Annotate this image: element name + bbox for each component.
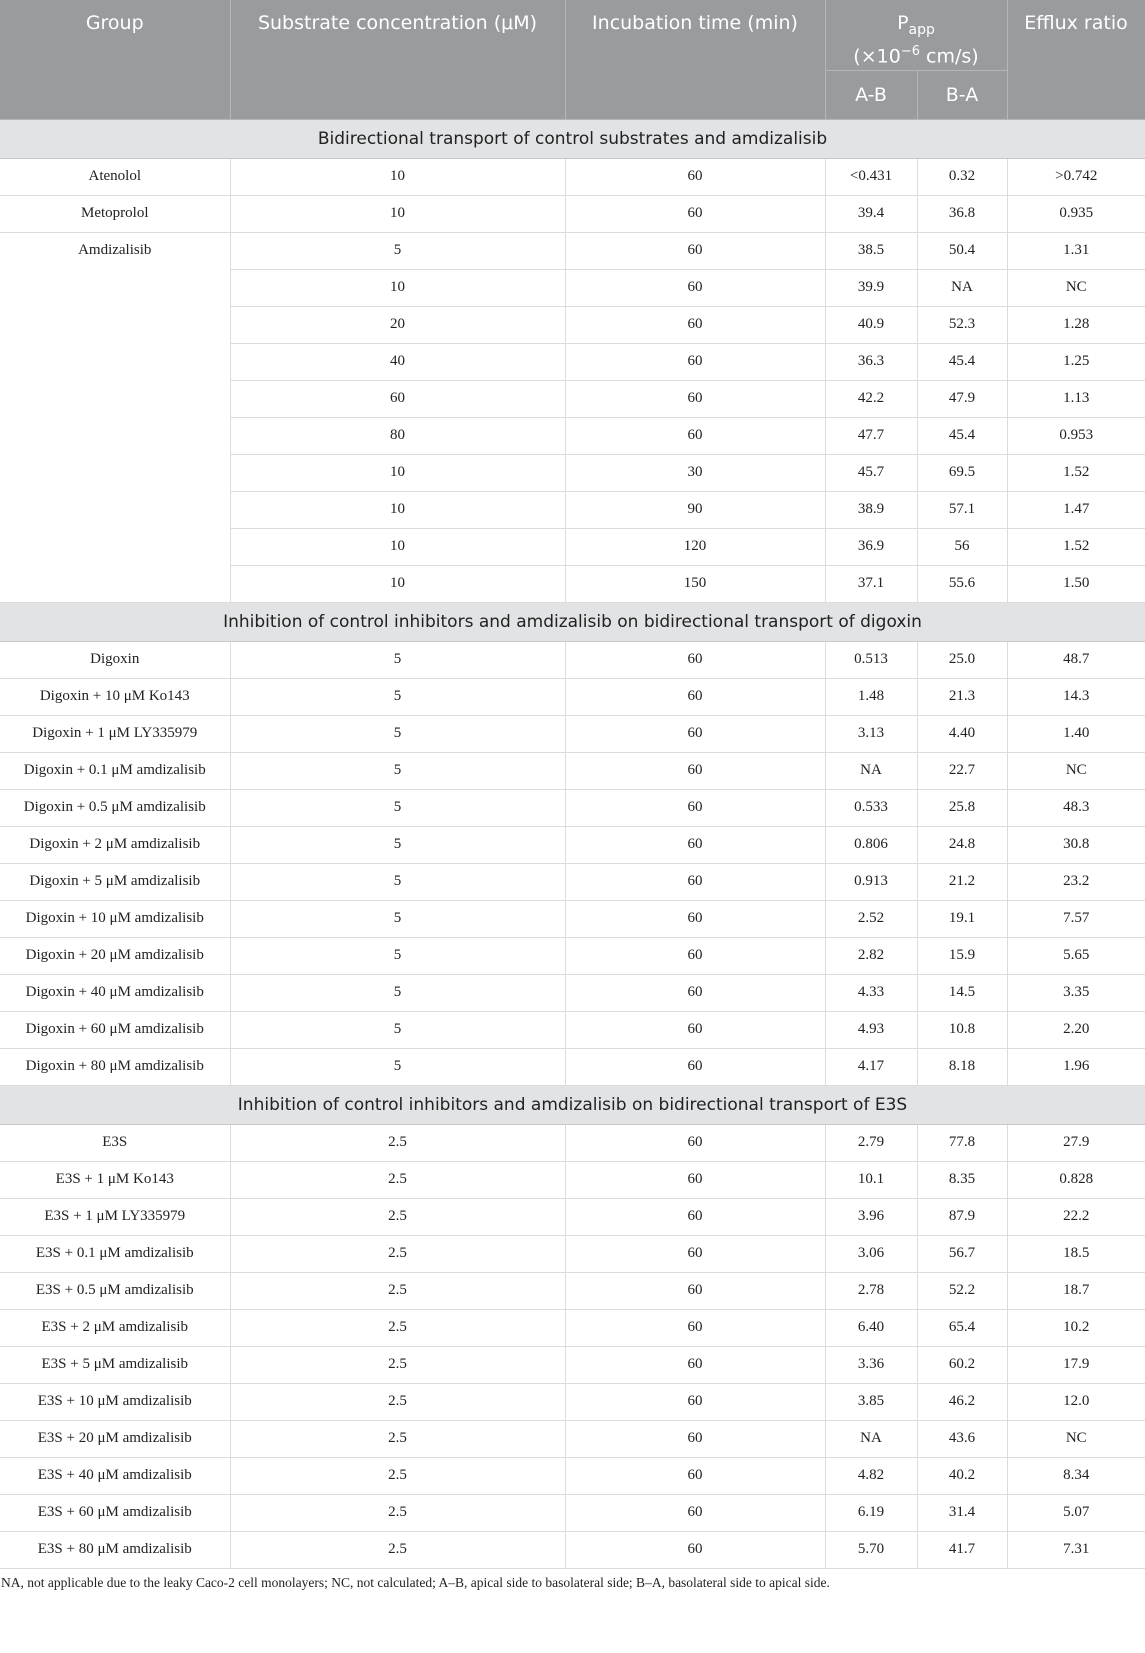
cell-incubation-time: 120 [565,528,825,565]
cell-efflux-ratio: 1.28 [1007,306,1145,343]
cell-papp-a-b: 3.85 [825,1383,917,1420]
cell-incubation-time: 60 [565,789,825,826]
cell-papp-b-a: 46.2 [917,1383,1007,1420]
table-row [0,1309,1145,1346]
cell-efflux-ratio: 48.7 [1007,641,1145,678]
cell-papp-b-a: 25.0 [917,641,1007,678]
table-row [0,1011,1145,1048]
table-row [0,715,1145,752]
cell-papp-a-b: 37.1 [825,565,917,602]
cell-papp-a-b: 2.52 [825,900,917,937]
cell-substrate-concentration: 2.5 [230,1420,565,1457]
cell-papp-b-a: NA [917,269,1007,306]
cell-incubation-time: 60 [565,826,825,863]
cell-efflux-ratio: 17.9 [1007,1346,1145,1383]
cell-incubation-time: 60 [565,974,825,1011]
cell-group [0,306,230,343]
cell-papp-b-a: 56.7 [917,1235,1007,1272]
cell-efflux-ratio: 18.5 [1007,1235,1145,1272]
cell-papp-a-b: 36.3 [825,343,917,380]
cell-efflux-ratio: 12.0 [1007,1383,1145,1420]
cell-papp-b-a: 60.2 [917,1346,1007,1383]
cell-efflux-ratio: 1.52 [1007,454,1145,491]
cell-efflux-ratio: 0.953 [1007,417,1145,454]
cell-efflux-ratio: 1.13 [1007,380,1145,417]
cell-papp-a-b: 5.70 [825,1531,917,1568]
table-row [0,937,1145,974]
cell-papp-a-b: NA [825,752,917,789]
cell-incubation-time: 60 [565,715,825,752]
cell-papp-a-b: <0.431 [825,158,917,195]
cell-group [0,380,230,417]
cell-substrate-concentration: 5 [230,937,565,974]
cell-incubation-time: 60 [565,678,825,715]
cell-efflux-ratio: 1.25 [1007,343,1145,380]
cell-incubation-time: 90 [565,491,825,528]
cell-incubation-time: 60 [565,1011,825,1048]
cell-substrate-concentration: 2.5 [230,1383,565,1420]
table-row [0,826,1145,863]
cell-papp-b-a: 47.9 [917,380,1007,417]
cell-papp-b-a: 14.5 [917,974,1007,1011]
cell-papp-b-a: 45.4 [917,343,1007,380]
table-row [0,1272,1145,1309]
table-row [0,1383,1145,1420]
section-header-row [0,602,1145,641]
cell-papp-a-b: 38.9 [825,491,917,528]
cell-efflux-ratio: 3.35 [1007,974,1145,1011]
cell-papp-b-a: 56 [917,528,1007,565]
cell-substrate-concentration: 80 [230,417,565,454]
cell-group: Digoxin [0,641,230,678]
table-row [0,1124,1145,1161]
cell-group: E3S + 20 μM amdizalisib [0,1420,230,1457]
cell-incubation-time: 60 [565,1048,825,1085]
cell-group: E3S + 1 μM LY335979 [0,1198,230,1235]
cell-group: Digoxin + 0.5 μM amdizalisib [0,789,230,826]
cell-group: Atenolol [0,158,230,195]
cell-papp-a-b: NA [825,1420,917,1457]
table-row [0,863,1145,900]
cell-efflux-ratio: 1.96 [1007,1048,1145,1085]
cell-papp-b-a: 52.2 [917,1272,1007,1309]
cell-papp-b-a: 43.6 [917,1420,1007,1457]
cell-substrate-concentration: 5 [230,863,565,900]
cell-efflux-ratio: 7.31 [1007,1531,1145,1568]
cell-papp-a-b: 3.13 [825,715,917,752]
cell-group [0,565,230,602]
cell-incubation-time: 30 [565,454,825,491]
cell-papp-b-a: 31.4 [917,1494,1007,1531]
header-incubation-time: Incubation time (min) [565,0,825,119]
cell-papp-b-a: 57.1 [917,491,1007,528]
cell-substrate-concentration: 5 [230,974,565,1011]
cell-papp-b-a: 52.3 [917,306,1007,343]
cell-papp-a-b: 6.19 [825,1494,917,1531]
table-row [0,269,1145,306]
cell-papp-a-b: 4.33 [825,974,917,1011]
cell-substrate-concentration: 5 [230,641,565,678]
cell-papp-a-b: 4.93 [825,1011,917,1048]
section-title: Inhibition of control inhibitors and amdizalisib on bidirectional transport of E3S [0,1085,1145,1124]
cell-papp-a-b: 40.9 [825,306,917,343]
cell-papp-b-a: 8.35 [917,1161,1007,1198]
cell-incubation-time: 60 [565,1309,825,1346]
papp-subscript: app [908,21,935,38]
cell-papp-a-b: 0.533 [825,789,917,826]
cell-substrate-concentration: 2.5 [230,1346,565,1383]
cell-papp-b-a: 77.8 [917,1124,1007,1161]
cell-group: Amdizalisib [0,232,230,269]
cell-efflux-ratio: 8.34 [1007,1457,1145,1494]
cell-efflux-ratio: 1.40 [1007,715,1145,752]
cell-papp-b-a: 21.2 [917,863,1007,900]
cell-incubation-time: 60 [565,1531,825,1568]
cell-incubation-time: 60 [565,195,825,232]
table-row [0,417,1145,454]
cell-efflux-ratio: 1.52 [1007,528,1145,565]
cell-papp-b-a: 40.2 [917,1457,1007,1494]
cell-papp-b-a: 8.18 [917,1048,1007,1085]
header-substrate-concentration: Substrate concentration (μM) [230,0,565,119]
cell-incubation-time: 60 [565,158,825,195]
cell-papp-a-b: 0.513 [825,641,917,678]
section-title: Inhibition of control inhibitors and amdizalisib on bidirectional transport of digoxin [0,602,1145,641]
table-row [0,454,1145,491]
cell-incubation-time: 60 [565,1161,825,1198]
cell-substrate-concentration: 10 [230,565,565,602]
cell-incubation-time: 60 [565,343,825,380]
cell-group: E3S + 0.5 μM amdizalisib [0,1272,230,1309]
cell-group: Metoprolol [0,195,230,232]
cell-efflux-ratio: 5.07 [1007,1494,1145,1531]
cell-group [0,417,230,454]
section-header-row [0,1085,1145,1124]
cell-substrate-concentration: 2.5 [230,1494,565,1531]
cell-group: Digoxin + 2 μM amdizalisib [0,826,230,863]
cell-incubation-time: 60 [565,1346,825,1383]
cell-incubation-time: 60 [565,1198,825,1235]
cell-efflux-ratio: 0.828 [1007,1161,1145,1198]
table-row [0,158,1145,195]
cell-efflux-ratio: NC [1007,1420,1145,1457]
cell-substrate-concentration: 2.5 [230,1531,565,1568]
table-row [0,195,1145,232]
cell-incubation-time: 60 [565,1494,825,1531]
cell-incubation-time: 60 [565,269,825,306]
cell-incubation-time: 150 [565,565,825,602]
cell-papp-b-a: 4.40 [917,715,1007,752]
cell-incubation-time: 60 [565,1383,825,1420]
papp-unit-prefix: (×10 [853,45,901,68]
cell-substrate-concentration: 5 [230,678,565,715]
cell-substrate-concentration: 5 [230,1048,565,1085]
cell-group [0,343,230,380]
table-body [0,119,1145,1568]
cell-papp-a-b: 2.79 [825,1124,917,1161]
table-row [0,900,1145,937]
cell-substrate-concentration: 60 [230,380,565,417]
cell-papp-a-b: 38.5 [825,232,917,269]
cell-group: Digoxin + 40 μM amdizalisib [0,974,230,1011]
cell-papp-a-b: 1.48 [825,678,917,715]
table-row [0,974,1145,1011]
cell-incubation-time: 60 [565,232,825,269]
cell-papp-b-a: 87.9 [917,1198,1007,1235]
cell-substrate-concentration: 5 [230,826,565,863]
cell-papp-b-a: 55.6 [917,565,1007,602]
cell-group: Digoxin + 5 μM amdizalisib [0,863,230,900]
cell-efflux-ratio: 1.50 [1007,565,1145,602]
table-row [0,641,1145,678]
table-row [0,306,1145,343]
cell-incubation-time: 60 [565,1457,825,1494]
cell-papp-a-b: 2.82 [825,937,917,974]
header-a-b: A-B [825,70,917,119]
cell-substrate-concentration: 10 [230,195,565,232]
header-efflux-ratio: Efflux ratio [1007,0,1145,119]
cell-substrate-concentration: 10 [230,528,565,565]
cell-efflux-ratio: NC [1007,269,1145,306]
cell-group: E3S + 60 μM amdizalisib [0,1494,230,1531]
cell-efflux-ratio: NC [1007,752,1145,789]
cell-group: Digoxin + 10 μM Ko143 [0,678,230,715]
cell-group [0,454,230,491]
cell-papp-b-a: 25.8 [917,789,1007,826]
cell-substrate-concentration: 2.5 [230,1235,565,1272]
cell-papp-a-b: 45.7 [825,454,917,491]
header-group: Group [0,0,230,119]
cell-substrate-concentration: 2.5 [230,1272,565,1309]
section-title: Bidirectional transport of control substrates and amdizalisib [0,119,1145,158]
cell-efflux-ratio: >0.742 [1007,158,1145,195]
cell-group [0,528,230,565]
cell-efflux-ratio: 30.8 [1007,826,1145,863]
cell-papp-b-a: 50.4 [917,232,1007,269]
cell-substrate-concentration: 10 [230,454,565,491]
table-row [0,343,1145,380]
cell-group: E3S + 1 μM Ko143 [0,1161,230,1198]
table-row [0,752,1145,789]
cell-papp-a-b: 39.9 [825,269,917,306]
cell-incubation-time: 60 [565,1124,825,1161]
cell-substrate-concentration: 10 [230,491,565,528]
cell-efflux-ratio: 22.2 [1007,1198,1145,1235]
cell-substrate-concentration: 2.5 [230,1198,565,1235]
cell-incubation-time: 60 [565,752,825,789]
cell-papp-a-b: 10.1 [825,1161,917,1198]
cell-papp-b-a: 41.7 [917,1531,1007,1568]
cell-group: Digoxin + 80 μM amdizalisib [0,1048,230,1085]
cell-substrate-concentration: 5 [230,789,565,826]
cell-efflux-ratio: 27.9 [1007,1124,1145,1161]
table-row [0,1235,1145,1272]
cell-efflux-ratio: 48.3 [1007,789,1145,826]
cell-papp-b-a: 15.9 [917,937,1007,974]
section-header-row [0,119,1145,158]
table-row [0,1346,1145,1383]
table-footnote: NA, not applicable due to the leaky Caco-2 cell monolayers; NC, not calculated; A–B, apical side to basolateral side; B–A, basolateral side to apical side. [1,1574,830,1590]
cell-papp-a-b: 4.82 [825,1457,917,1494]
cell-group: E3S [0,1124,230,1161]
cell-papp-b-a: 19.1 [917,900,1007,937]
cell-substrate-concentration: 5 [230,900,565,937]
cell-incubation-time: 60 [565,1235,825,1272]
cell-efflux-ratio: 23.2 [1007,863,1145,900]
cell-papp-a-b: 0.913 [825,863,917,900]
cell-papp-b-a: 10.8 [917,1011,1007,1048]
table-row [0,1198,1145,1235]
cell-papp-b-a: 65.4 [917,1309,1007,1346]
cell-group: E3S + 80 μM amdizalisib [0,1531,230,1568]
cell-papp-b-a: 36.8 [917,195,1007,232]
cell-papp-a-b: 42.2 [825,380,917,417]
papp-unit-suffix: cm/s) [919,45,979,68]
table-row [0,1161,1145,1198]
cell-group [0,491,230,528]
cell-efflux-ratio: 18.7 [1007,1272,1145,1309]
cell-substrate-concentration: 5 [230,1011,565,1048]
cell-papp-b-a: 21.3 [917,678,1007,715]
cell-substrate-concentration: 10 [230,158,565,195]
cell-papp-a-b: 6.40 [825,1309,917,1346]
cell-efflux-ratio: 14.3 [1007,678,1145,715]
cell-incubation-time: 60 [565,1420,825,1457]
cell-group [0,269,230,306]
cell-efflux-ratio: 1.31 [1007,232,1145,269]
table-header [0,0,1145,119]
cell-papp-b-a: 24.8 [917,826,1007,863]
table-row [0,1494,1145,1531]
cell-substrate-concentration: 2.5 [230,1124,565,1161]
cell-group: Digoxin + 0.1 μM amdizalisib [0,752,230,789]
cell-efflux-ratio: 7.57 [1007,900,1145,937]
cell-incubation-time: 60 [565,380,825,417]
cell-substrate-concentration: 5 [230,232,565,269]
table-row [0,565,1145,602]
cell-papp-a-b: 39.4 [825,195,917,232]
table-row [0,491,1145,528]
cell-papp-a-b: 0.806 [825,826,917,863]
cell-efflux-ratio: 1.47 [1007,491,1145,528]
cell-substrate-concentration: 40 [230,343,565,380]
table-row [0,678,1145,715]
table-row [0,789,1145,826]
table-row [0,1531,1145,1568]
cell-group: E3S + 2 μM amdizalisib [0,1309,230,1346]
cell-group: Digoxin + 1 μM LY335979 [0,715,230,752]
cell-group: Digoxin + 20 μM amdizalisib [0,937,230,974]
cell-efflux-ratio: 2.20 [1007,1011,1145,1048]
cell-papp-a-b: 2.78 [825,1272,917,1309]
cell-papp-a-b: 36.9 [825,528,917,565]
cell-substrate-concentration: 2.5 [230,1309,565,1346]
cell-incubation-time: 60 [565,641,825,678]
cell-papp-b-a: 0.32 [917,158,1007,195]
cell-papp-a-b: 4.17 [825,1048,917,1085]
cell-substrate-concentration: 10 [230,269,565,306]
cell-incubation-time: 60 [565,937,825,974]
cell-incubation-time: 60 [565,1272,825,1309]
cell-group: E3S + 10 μM amdizalisib [0,1383,230,1420]
papp-exponent: −6 [900,43,920,59]
cell-efflux-ratio: 10.2 [1007,1309,1145,1346]
cell-efflux-ratio: 0.935 [1007,195,1145,232]
header-papp [825,0,1007,70]
cell-papp-b-a: 22.7 [917,752,1007,789]
cell-incubation-time: 60 [565,863,825,900]
cell-group: E3S + 0.1 μM amdizalisib [0,1235,230,1272]
cell-papp-b-a: 69.5 [917,454,1007,491]
table-row [0,1457,1145,1494]
cell-papp-b-a: 45.4 [917,417,1007,454]
cell-papp-a-b: 3.06 [825,1235,917,1272]
cell-group: E3S + 5 μM amdizalisib [0,1346,230,1383]
cell-substrate-concentration: 2.5 [230,1457,565,1494]
cell-incubation-time: 60 [565,900,825,937]
table-row [0,380,1145,417]
cell-incubation-time: 60 [565,306,825,343]
cell-substrate-concentration: 2.5 [230,1161,565,1198]
cell-efflux-ratio: 5.65 [1007,937,1145,974]
papp-symbol: P [897,12,909,34]
cell-substrate-concentration: 5 [230,752,565,789]
cell-incubation-time: 60 [565,417,825,454]
table-row [0,232,1145,269]
cell-papp-a-b: 3.96 [825,1198,917,1235]
table-row [0,1420,1145,1457]
table-row [0,528,1145,565]
cell-papp-a-b: 47.7 [825,417,917,454]
cell-papp-a-b: 3.36 [825,1346,917,1383]
cell-substrate-concentration: 5 [230,715,565,752]
table-row [0,1048,1145,1085]
cell-group: Digoxin + 10 μM amdizalisib [0,900,230,937]
header-b-a: B-A [917,70,1007,119]
cell-substrate-concentration: 20 [230,306,565,343]
cell-group: E3S + 40 μM amdizalisib [0,1457,230,1494]
cell-group: Digoxin + 60 μM amdizalisib [0,1011,230,1048]
